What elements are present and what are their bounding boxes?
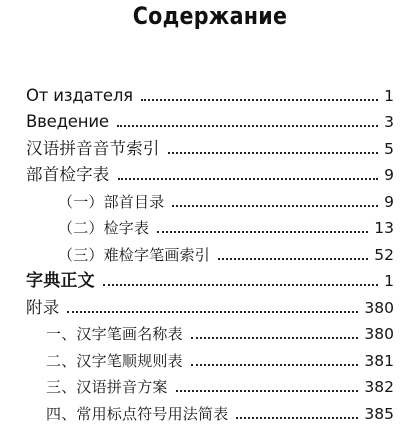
toc-entry-label: 四、常用标点符号用法简表 <box>46 404 229 423</box>
toc-entry-page: 13 <box>374 219 394 237</box>
toc-entry <box>26 132 394 159</box>
toc-leader-dots <box>176 390 359 392</box>
toc-entry-page: 1 <box>384 86 394 105</box>
toc-entry-page: 382 <box>364 378 394 396</box>
toc-subentry <box>26 238 394 265</box>
toc-subentry <box>26 344 394 371</box>
toc-entry-label: От издателя <box>26 85 133 105</box>
toc-leader-dots <box>118 178 379 180</box>
toc-entry-page: 380 <box>364 325 394 343</box>
toc-entry-page: 385 <box>364 404 394 423</box>
toc-leader-dots <box>157 231 368 233</box>
toc-leader-dots <box>103 284 378 286</box>
toc-leader-dots <box>117 125 378 127</box>
toc-entry-page: 1 <box>384 272 394 290</box>
toc-entry <box>26 265 394 292</box>
toc-entry-page: 9 <box>384 192 394 211</box>
toc-entry <box>26 159 394 186</box>
toc-subentry <box>26 212 394 239</box>
toc-entry <box>26 79 394 106</box>
toc-entry-label: 汉语拼音音节索引 <box>26 138 160 158</box>
toc-entry-label: 三、汉语拼音方案 <box>46 378 168 396</box>
toc-entry-page: 380 <box>364 298 394 317</box>
toc-entry-label: （二）检字表 <box>58 219 150 237</box>
toc-leader-dots <box>191 337 359 339</box>
toc-entry <box>26 291 394 318</box>
toc-entry-label: Введение <box>26 112 109 131</box>
toc-entry <box>26 106 394 133</box>
toc-subentry <box>26 185 394 212</box>
toc-entry-page: 9 <box>384 166 394 184</box>
toc-entry-label: （三）难检字笔画索引 <box>58 245 211 264</box>
toc-entry-label: 附录 <box>26 297 60 317</box>
toc-leader-dots <box>191 364 359 366</box>
toc-entry-page: 381 <box>364 351 394 370</box>
toc-entry-label: 字典正文 <box>26 271 95 291</box>
page-title: Содержание <box>132 2 288 30</box>
toc-entry-page: 52 <box>374 245 394 264</box>
toc-entry-label: 一、汉字笔画名称表 <box>46 325 183 343</box>
toc-leader-dots <box>172 205 378 207</box>
toc-subentry <box>26 318 394 345</box>
toc-entry-label: 二、汉字笔顺规则表 <box>46 351 183 370</box>
table-of-contents <box>26 79 394 424</box>
toc-entry-label: 部首检字表 <box>26 165 110 184</box>
toc-leader-dots <box>236 417 358 419</box>
toc-leader-dots <box>67 311 358 313</box>
toc-entry-page: 3 <box>384 113 394 131</box>
toc-subentry <box>26 371 394 398</box>
toc-leader-dots <box>141 99 378 101</box>
toc-entry-label: （一）部首目录 <box>58 192 165 211</box>
toc-leader-dots <box>218 258 368 260</box>
toc-leader-dots <box>168 152 379 154</box>
toc-entry-page: 5 <box>384 139 394 158</box>
